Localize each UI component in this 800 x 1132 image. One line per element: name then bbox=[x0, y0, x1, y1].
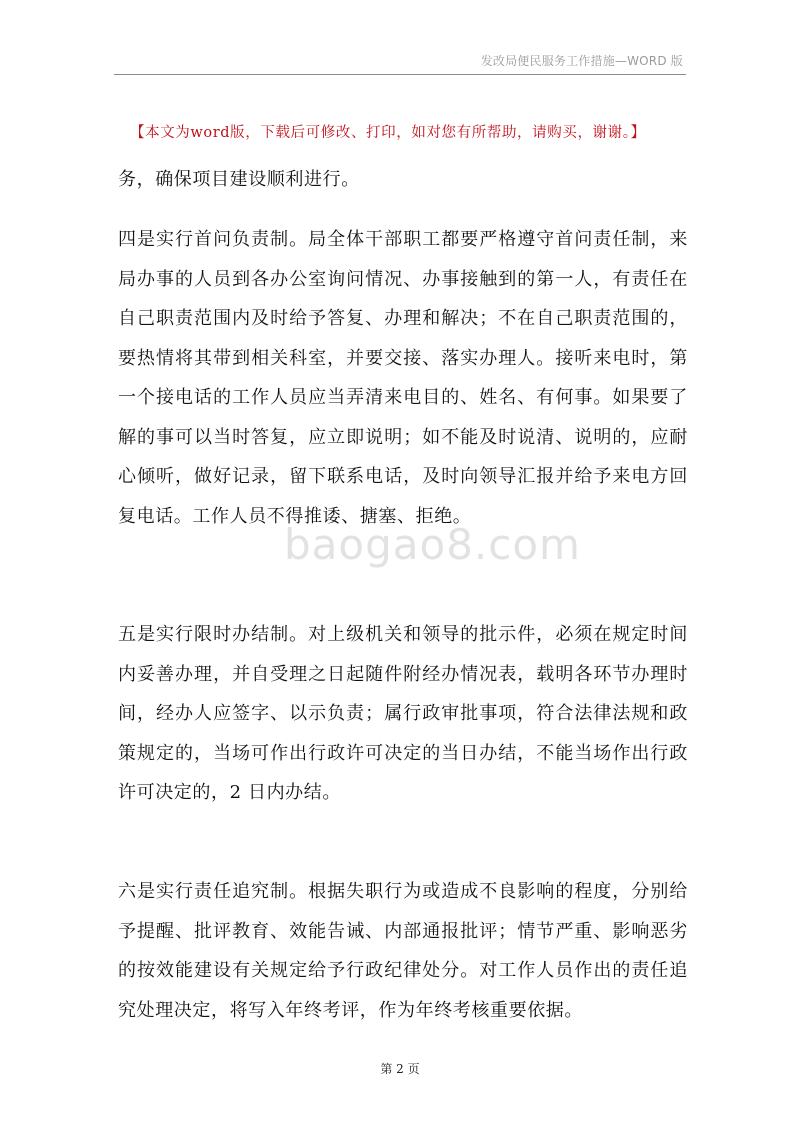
paragraph-continuation: 务，确保项目建设顺利进行。 bbox=[118, 169, 360, 190]
download-notice: 【本文为word版，下载后可修改、打印，如对您有所帮助，请购买，谢谢。】 bbox=[130, 125, 646, 141]
page-number: 第 2 页 bbox=[380, 1062, 420, 1076]
header-divider bbox=[114, 74, 686, 75]
header-title: 发改局便民服务工作措施—WORD 版 bbox=[480, 54, 683, 68]
paragraph-first-inquiry: 四是实行首问负责制。局全体干部职工都要严格遵守首问责任制，来局办事的人员到各办公室询问情况、办事接触到的第一人，有责任在自己职责范围内及时给予答复、办理和解决；不在自己职责范围的，要热情将其带到相关科室，并要交接、落实办理人。接听来电时，第一个接电话的工作人员应当弄清来电目的、姓名、有何事。如果要了解的事可以当时答复，应立即说明；如不能及时说清、说明的，应耐心倾听，做好记录，留下联系电话，及时向领导汇报并给予来电方回复电话。工作人员不得推诿、搪塞、拒绝。 bbox=[118, 229, 688, 527]
paragraph-time-limit: 五是实行限时办结制。对上级机关和领导的批示件，必须在规定时间内妥善办理，并自受理之日起随件附经办情况表，载明各环节办理时间，经办人应签字、以示负责；属行政审批事项，符合法律法规和政策规定的，当场可作出行政许可决定的当日办结，不能当场作出行政许可决定的，2 日内办结。 bbox=[118, 624, 688, 803]
watermark: baogao8.com bbox=[284, 520, 581, 569]
paragraph-accountability: 六是实行责任追究制。根据失职行为或造成不良影响的程度，分别给予提醒、批评教育、效能告诫、内部通报批评；情节严重、影响恶劣的按效能建设有关规定给予行政纪律处分。对工作人员作出的责任追究处理决定，将写入年终考评，作为年终考核重要依据。 bbox=[118, 881, 688, 1021]
